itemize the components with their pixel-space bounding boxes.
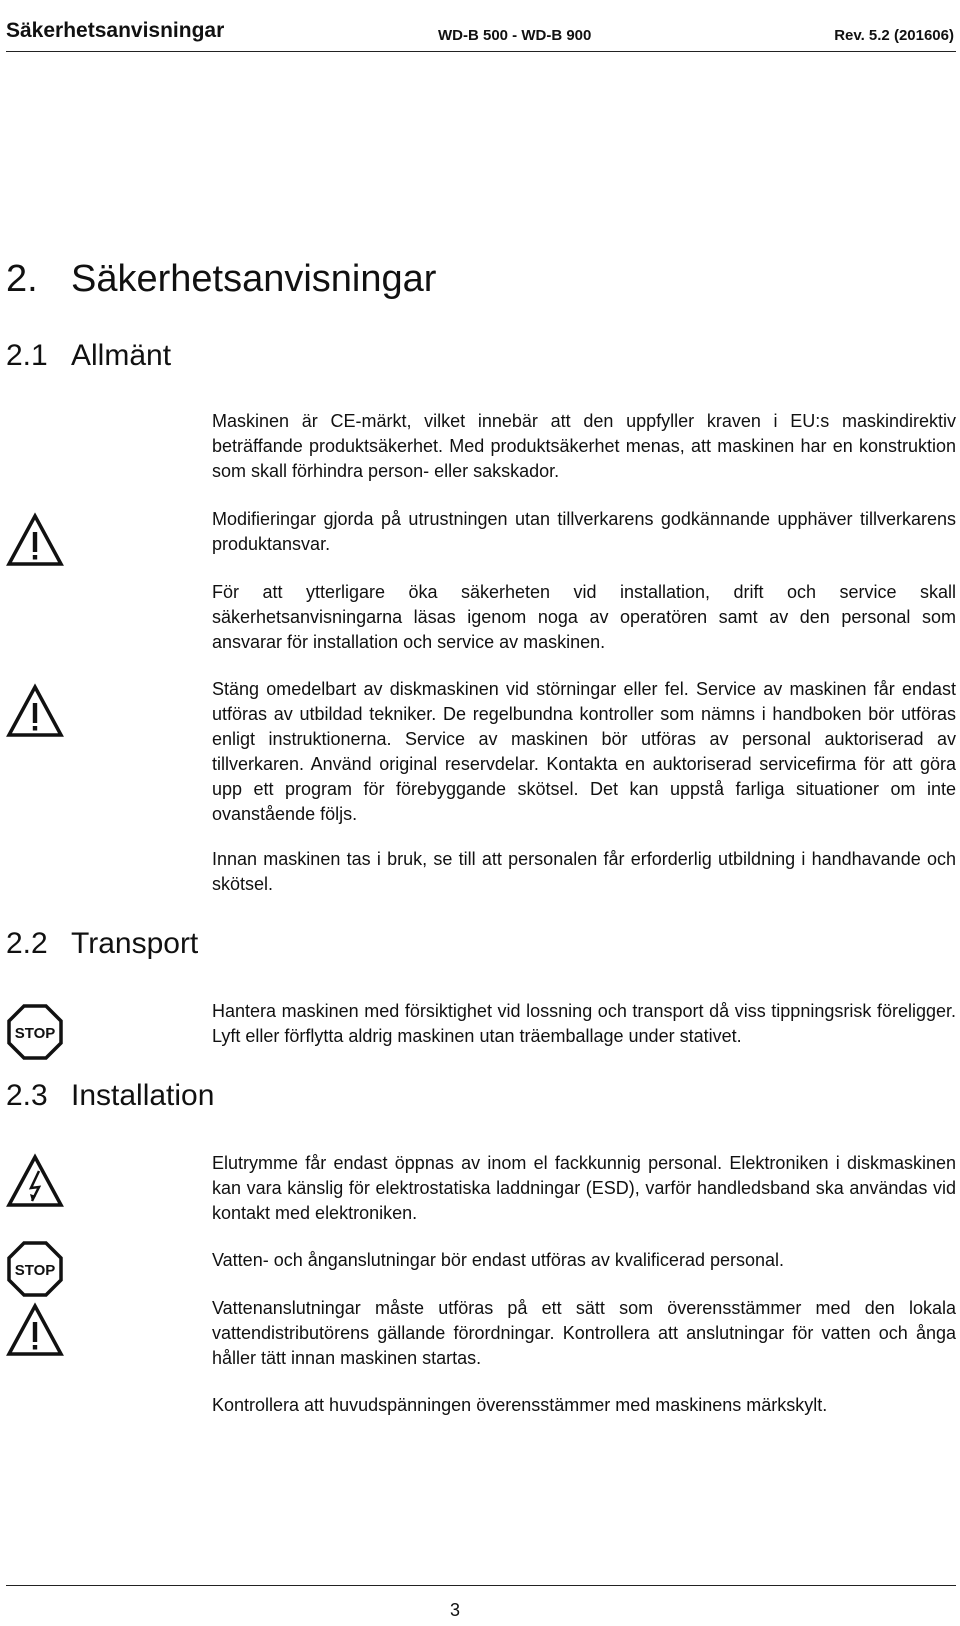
stop-sign-label: STOP <box>14 1262 56 1279</box>
section-title: Transport <box>71 927 199 960</box>
warning-triangle-icon <box>6 1302 64 1358</box>
section-number: 2.1 <box>6 339 48 372</box>
header-revision: Rev. 5.2 (201606) <box>834 27 954 44</box>
header-rule <box>6 51 956 52</box>
section-heading-transport <box>6 926 198 962</box>
stop-sign-icon <box>6 1003 64 1061</box>
section-heading-installation <box>6 1078 214 1114</box>
paragraph: Vatten- och ånganslutningar bör endast utföras av kvalificerad personal. <box>212 1250 785 1270</box>
page-number: 3 <box>450 1600 461 1620</box>
paragraph: Stäng omedelbart av diskmaskinen vid störningar eller fel. Service av maskinen får endast utföras av utbildad tekniker. De regelbundna kontroller som nämns i handboken bör utföras enligt instruktionerna. Service av maskinen bör utföras av personal auktoriserad av tillverkaren. Använd original reservdelar. Kontakta en auktoriserad servicefirma för att göra upp ett program för förebyggande skötsel. Det kan uppstå farliga situationer om inte ovanstående följs. <box>212 679 956 824</box>
paragraph: Innan maskinen tas i bruk, se till att personalen får erforderlig utbildning i handhavande och skötsel. <box>212 849 956 894</box>
chapter-number: 2. <box>6 258 38 300</box>
warning-triangle-icon <box>6 512 64 568</box>
stop-sign-icon <box>6 1240 64 1298</box>
section-number: 2.3 <box>6 1079 48 1112</box>
footer-rule <box>6 1585 956 1586</box>
section-title: Allmänt <box>71 339 172 372</box>
header-section-title: Säkerhetsanvisningar <box>6 19 225 42</box>
chapter-heading <box>6 256 436 302</box>
stop-sign-label: STOP <box>14 1025 56 1042</box>
paragraph: Modifieringar gjorda på utrustningen utan tillverkarens godkännande upphäver tillverkarens produktansvar. <box>212 509 956 554</box>
paragraph: Maskinen är CE-märkt, vilket innebär att den uppfyller kraven i EU:s maskindirektiv beträffande produktsäkerhet. Med produktsäkerhet menas, att maskinen har en konstruktion som skall förhindra person- eller sakskador. <box>212 411 956 481</box>
paragraph: Vattenanslutningar måste utföras på ett sätt som överensstämmer med den lokala vattendistributörens gällande förordningar. Kontrollera att anslutningar för vatten och ånga håller tätt innan maskinen startas. <box>212 1298 956 1368</box>
section-heading-general <box>6 338 171 374</box>
electrical-hazard-icon <box>6 1153 64 1209</box>
chapter-title: Säkerhetsanvisningar <box>71 258 437 300</box>
warning-triangle-icon <box>6 683 64 739</box>
header-model: WD-B 500 - WD-B 900 <box>438 27 592 44</box>
paragraph: Elutrymme får endast öppnas av inom el fackkunnig personal. Elektroniken i diskmaskinen kan vara känslig för elektrostatiska laddningar (ESD), varför handledsband ska användas vid kontakt med elektroniken. <box>212 1153 956 1223</box>
paragraph: Hantera maskinen med försiktighet vid lossning och transport då viss tippningsrisk föreligger. Lyft eller förflytta aldrig maskinen utan träemballage under stativet. <box>212 1001 956 1046</box>
section-title: Installation <box>71 1079 215 1112</box>
section-number: 2.2 <box>6 927 48 960</box>
paragraph: Kontrollera att huvudspänningen överensstämmer med maskinens märkskylt. <box>212 1395 828 1415</box>
paragraph: För att ytterligare öka säkerheten vid installation, drift och service skall säkerhetsanvisningarna läsas igenom noga av operatören samt av den personal som ansvarar för installation och service av maskinen. <box>212 582 956 652</box>
